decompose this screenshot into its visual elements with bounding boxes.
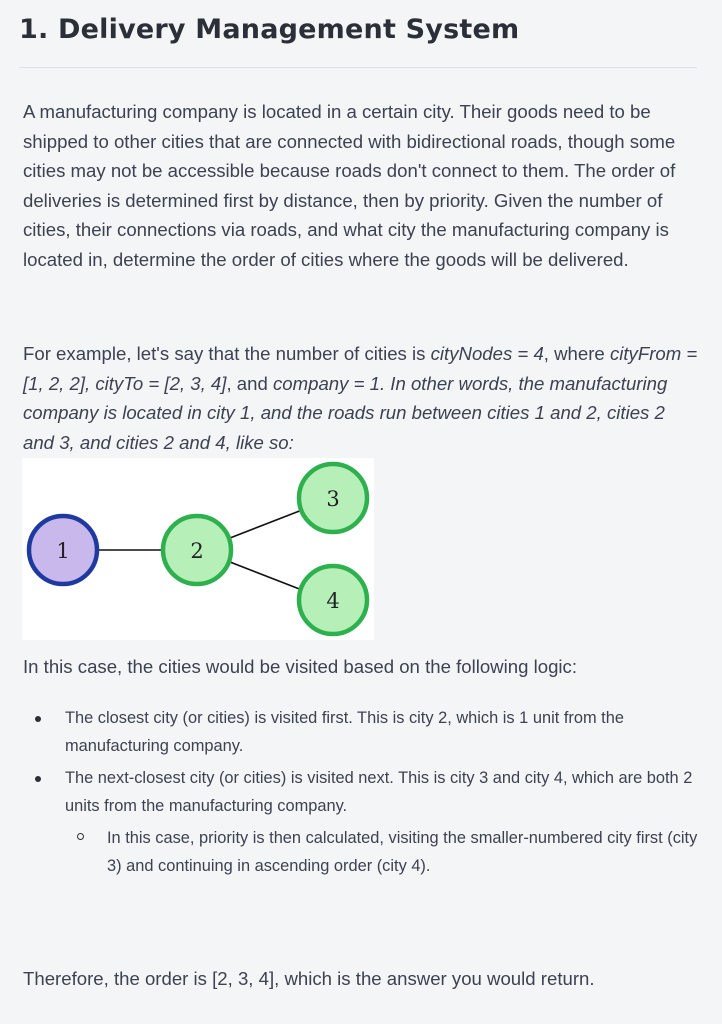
list-item — [22, 764, 698, 880]
city-graph-diagram — [22, 458, 374, 640]
sub-list — [65, 824, 698, 880]
page-title: 1. Delivery Management System — [19, 14, 520, 45]
logic-intro: In this case, the cities would be visited based on the following logic: — [23, 656, 577, 677]
node-1-label: 1 — [56, 539, 70, 563]
bullet-text: The next-closest city (or cities) is visited next. This is city 3 and city 4, which are both 2 units from the manufacturing company. — [65, 769, 693, 815]
example-lead: For example, let's say that the number of cities is — [23, 343, 431, 364]
example-city-nodes: cityNodes = 4 — [430, 343, 544, 364]
example-and: , and — [226, 372, 273, 394]
bullet-text: The closest city (or cities) is visited first. This is city 2, which is 1 unit from the manufacturing company. — [65, 709, 624, 755]
bullet-dot — [35, 716, 41, 722]
sub-bullet-circle — [77, 833, 84, 840]
example-city-from-to: cityFrom = [1, 2, 2], cityTo = [2, 3, 4] — [23, 343, 698, 394]
graph-node-2 — [163, 516, 231, 584]
example-comma: , where — [543, 343, 605, 364]
node-3-label: 3 — [326, 487, 340, 511]
edge-2-4 — [230, 562, 302, 590]
bullet-dot — [35, 776, 41, 782]
intro-paragraph: A manufacturing company is located in a certain city. Their goods need to be shipped to other cities that are connected with bidirectional roads, though some cities may not be accessible because roads don't connect to them. The order of deliveries is determined first by distance, then by priority. Given the number of cities, their connections via roads, and what city the manufacturing company is located in, determine the order of cities where the goods will be delivered. — [23, 101, 676, 270]
conclusion-paragraph: Therefore, the order is [2, 3, 4], which is the answer you would return. — [23, 968, 595, 989]
sub-bullet-text: In this case, priority is then calculated, visiting the smaller-numbered city first (city 3) and continuing in ascending order (city 4). — [107, 829, 698, 875]
list-item — [22, 704, 698, 760]
node-4-label: 4 — [326, 589, 340, 613]
graph-node-3 — [299, 464, 367, 532]
graph-svg — [22, 458, 374, 640]
sub-list-item — [65, 824, 698, 880]
example-company: company = 1. In other words, the manufacturing company is located in city 1, and the roads run between cities 1 and 2, cities 2 and 3, and cities 2 and 4, like so: — [23, 372, 668, 453]
node-2-label: 2 — [190, 539, 204, 563]
logic-list — [22, 704, 698, 880]
example-paragraph — [23, 339, 699, 457]
edge-2-3 — [230, 510, 302, 538]
graph-node-1 — [29, 516, 97, 584]
title-divider — [19, 67, 697, 68]
graph-node-4 — [299, 566, 367, 634]
